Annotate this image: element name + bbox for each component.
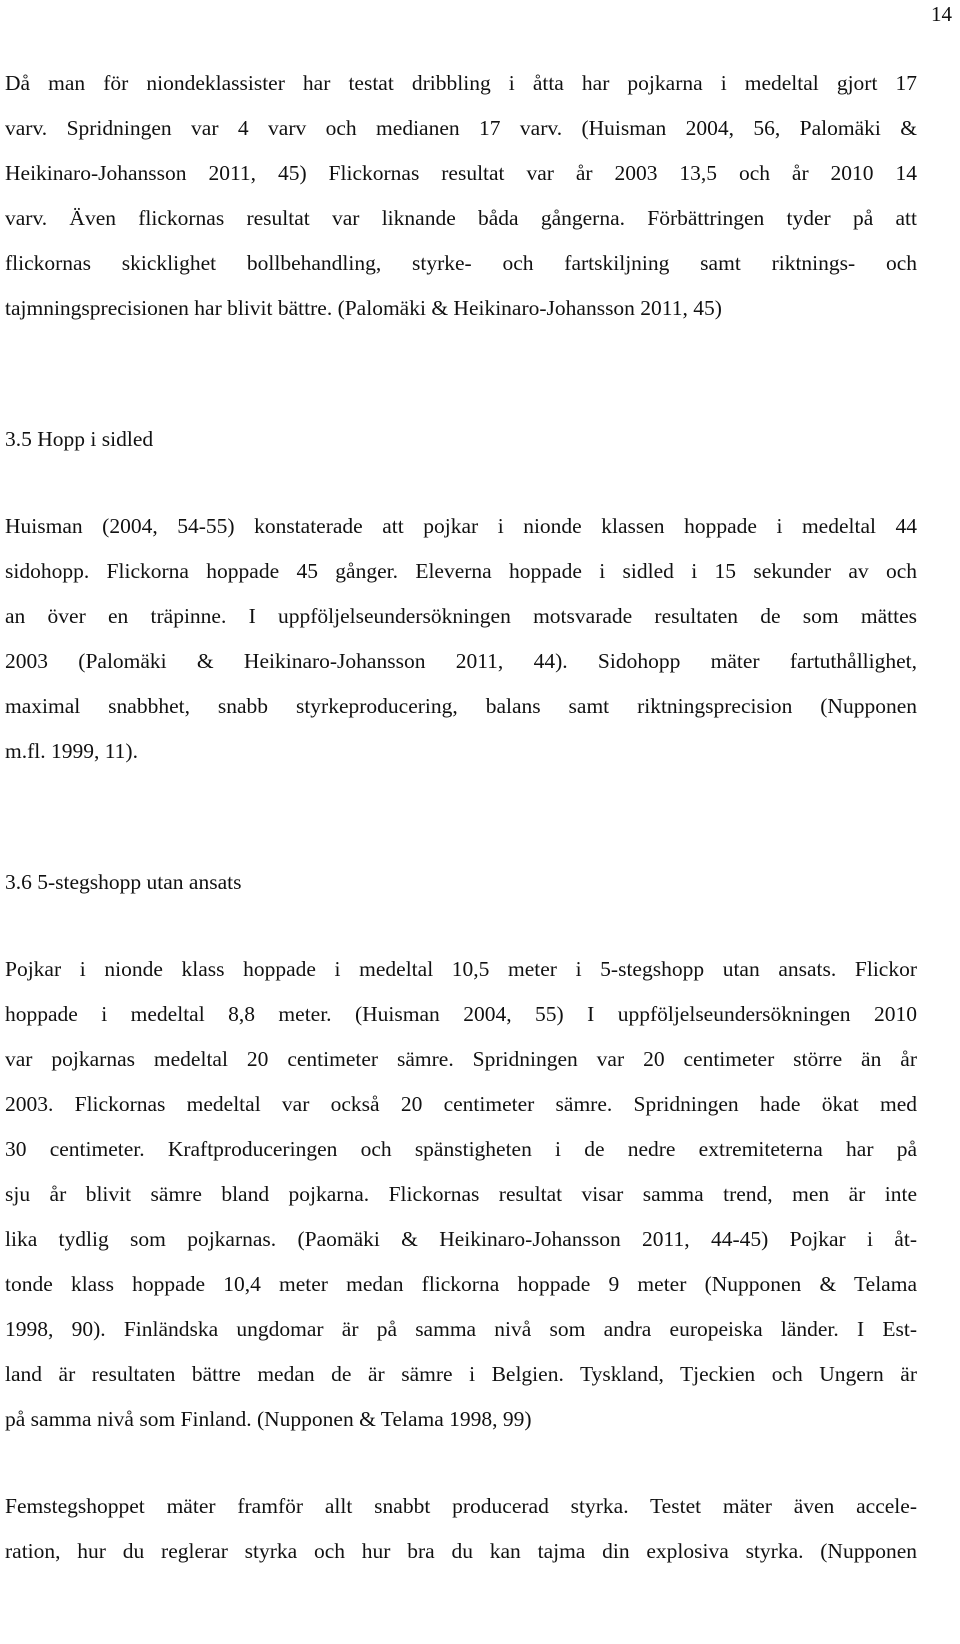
paragraph-side-jump bbox=[5, 504, 917, 774]
text-line: hoppade i medeltal 8,8 meter. (Huisman 2004, 55) I uppföljelseundersökningen 2010 bbox=[5, 1002, 917, 1026]
text-line: 2003 (Palomäki & Heikinaro-Johansson 2011, 44). Sidohopp mäter fartuthållighet, bbox=[5, 649, 917, 673]
text-line: flickornas skicklighet bollbehandling, styrke- och fartskiljning samt riktnings- och bbox=[5, 251, 917, 275]
text-line: tajmningsprecisionen har blivit bättre. (Palomäki & Heikinaro-Johansson 2011, 45) bbox=[5, 296, 722, 320]
text-line: m.fl. 1999, 11). bbox=[5, 739, 138, 763]
text-line: varv. Även flickornas resultat var liknande båda gångerna. Förbättringen tyder på att bbox=[5, 206, 917, 230]
text-line: Då man för niondeklassister har testat dribbling i åtta har pojkarna i medeltal gjort 17 bbox=[5, 71, 917, 95]
text-line: var pojkarnas medeltal 20 centimeter sämre. Spridningen var 20 centimeter större än år bbox=[5, 1047, 917, 1071]
section-heading-3-5: 3.5 Hopp i sidled bbox=[5, 427, 154, 451]
document-body bbox=[5, 61, 917, 1574]
paragraph-five-step-jump bbox=[5, 947, 917, 1442]
text-line: sju år blivit sämre bland pojkarna. Flickornas resultat visar samma trend, men är inte bbox=[5, 1182, 917, 1206]
text-line: tonde klass hoppade 10,4 meter medan flickorna hoppade 9 meter (Nupponen & Telama bbox=[5, 1272, 917, 1296]
text-line: Huisman (2004, 54-55) konstaterade att pojkar i nionde klassen hoppade i medeltal 44 bbox=[5, 514, 917, 538]
text-line: på samma nivå som Finland. (Nupponen & Telama 1998, 99) bbox=[5, 1407, 532, 1431]
text-line: varv. Spridningen var 4 varv och medianen 17 varv. (Huisman 2004, 56, Palomäki & bbox=[5, 116, 917, 140]
text-line: ration, hur du reglerar styrka och hur bra du kan tajma din explosiva styrka. (Nupponen bbox=[5, 1539, 917, 1563]
text-line: Pojkar i nionde klass hoppade i medeltal 10,5 meter i 5-stegshopp utan ansats. Flickor bbox=[5, 957, 917, 981]
text-line: 2003. Flickornas medeltal var också 20 centimeter sämre. Spridningen hade ökat med bbox=[5, 1092, 917, 1116]
text-line: 30 centimeter. Kraftproduceringen och spänstigheten i de nedre extremiteterna har på bbox=[5, 1137, 917, 1161]
text-line: lika tydlig som pojkarnas. (Paomäki & Heikinaro-Johansson 2011, 44-45) Pojkar i åt- bbox=[5, 1227, 917, 1251]
text-line: Heikinaro-Johansson 2011, 45) Flickornas resultat var år 2003 13,5 och år 2010 14 bbox=[5, 161, 917, 185]
text-line: maximal snabbhet, snabb styrkeproducering, balans samt riktningsprecision (Nupponen bbox=[5, 694, 917, 718]
section-heading-3-6: 3.6 5-stegshopp utan ansats bbox=[5, 870, 242, 894]
text-line: land är resultaten bättre medan de är sämre i Belgien. Tyskland, Tjeckien och Ungern är bbox=[5, 1362, 917, 1386]
text-line: Femstegshoppet mäter framför allt snabbt producerad styrka. Testet mäter även accele- bbox=[5, 1494, 917, 1518]
text-line: an över en träpinne. I uppföljelseundersökningen motsvarade resultaten de som mättes bbox=[5, 604, 917, 628]
paragraph-five-step-measures bbox=[5, 1484, 917, 1574]
page-number: 14 bbox=[931, 2, 952, 26]
text-line: 1998, 90). Finländska ungdomar är på samma nivå som andra europeiska länder. I Est- bbox=[5, 1317, 917, 1341]
paragraph-dribbling bbox=[5, 61, 917, 331]
text-line: sidohopp. Flickorna hoppade 45 gånger. Eleverna hoppade i sidled i 15 sekunder av och bbox=[5, 559, 917, 583]
